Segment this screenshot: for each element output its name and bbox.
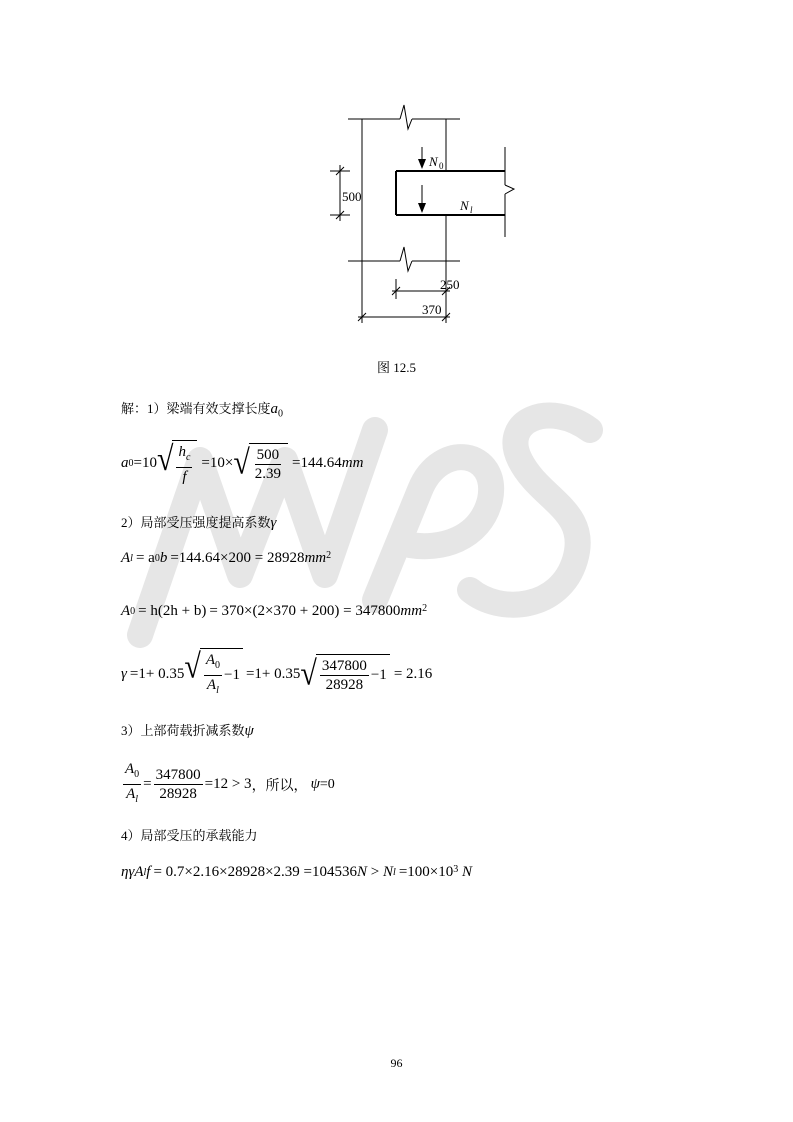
equation-a0: a 0 =10 √ $\frac{h_c}{f}$ =10× √ $\frac{500}{2.39}$ =144.64 mm bbox=[121, 440, 364, 485]
sqrt-a0-al: √ $\frac{A_0}{A_l}$ −1 bbox=[184, 648, 243, 700]
page-number: 96 bbox=[390, 1056, 403, 1070]
nl-sub: l bbox=[470, 205, 473, 215]
section4-heading: 4）局部受压的承载能力 bbox=[121, 828, 258, 843]
equation-al: A l = a 0 b =144.64×200 = 28928 mm $^2$ bbox=[121, 550, 332, 566]
section2-heading: 2）局部受压强度提高系数γ bbox=[121, 515, 277, 531]
equation-ratio: $\frac{A_0}{A_l}$ = $\frac{347800}{28928}$ =12 > 3 ，所以， ψ =0 bbox=[125, 761, 335, 805]
dim-250-label: 250 bbox=[440, 277, 460, 292]
section1-heading: 解：1）梁端有效支撑长度$a_0$ bbox=[121, 401, 284, 420]
sqrt-347800-28928: √ $\frac{347800}{28928}$ −1 bbox=[300, 654, 389, 694]
figure-caption: 图 12.5 bbox=[376, 360, 416, 375]
sqrt-hc-f: √ $\frac{h_c}{f}$ bbox=[157, 440, 197, 486]
nl-label: N bbox=[460, 198, 469, 213]
sqrt-500-239: √ $\frac{500}{2.39}$ bbox=[233, 443, 288, 483]
equation-gamma: γ =1+ 0.35 √ $\frac{A_0}{A_l}$ −1 =1+ 0.35 √ $\frac{347800}{28928}$ −1 = 2.16 bbox=[121, 648, 432, 700]
section3-heading: 3）上部荷载折减系数ψ bbox=[121, 723, 254, 739]
equation-capacity: ηγA l f = 0.7×2.16×28928×2.39 =104536 N > N l =100×10 $^3$ N bbox=[121, 864, 472, 880]
n0-sub: 0 bbox=[439, 161, 444, 171]
wall-beam-diagram bbox=[300, 95, 540, 335]
equation-a0-area: A 0 = h (2h + b) = 370×(2×370 + 200) = 347800 mm $^2$ bbox=[121, 603, 428, 619]
dim-500-label: 500 bbox=[342, 189, 362, 204]
dim-370-label: 370 bbox=[422, 302, 442, 317]
n0-label: N bbox=[429, 154, 438, 169]
